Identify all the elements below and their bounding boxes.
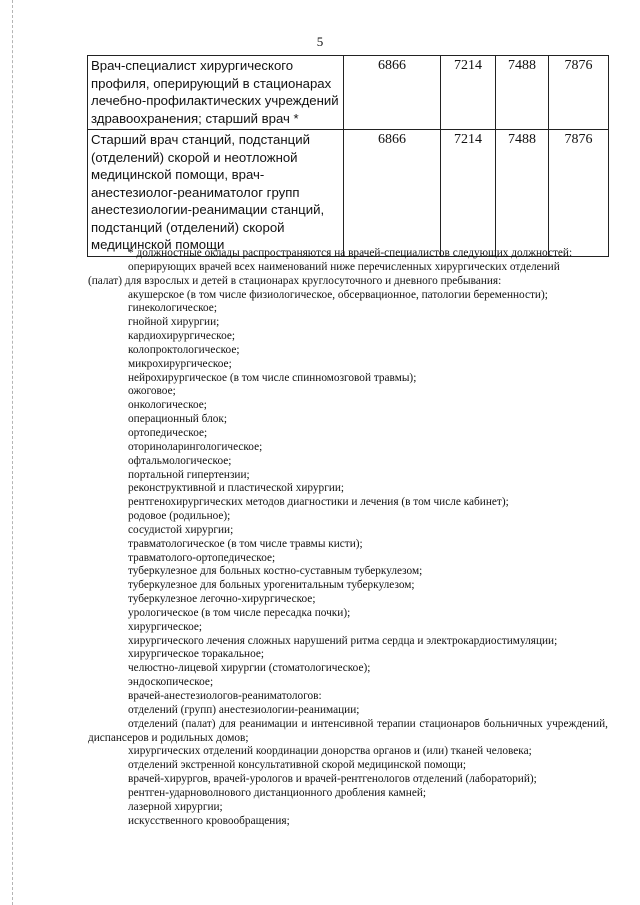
- salary-value-cell: 7488: [496, 56, 549, 130]
- table-row: [88, 56, 609, 130]
- list-item: микрохирургическое;: [128, 357, 232, 370]
- position-cell: Старший врач станций, подстанций (отделений) скорой и неотложной медицинской помощи, врач-анестезиолог-реаниматолог групп анестезиологии-реанимации станций, подстанций (отделений) скорой медицинской помощи: [88, 130, 344, 257]
- scan-edge-rule: [12, 0, 13, 905]
- list-item: искусственного кровообращения;: [128, 814, 290, 827]
- list-item: реконструктивной и пластической хирургии;: [128, 482, 345, 495]
- list-item: колопроктологическое;: [128, 343, 240, 356]
- salary-value-cell: 7876: [549, 56, 609, 130]
- operating-line-2: (палат) для взрослых и детей в стационарах круглосуточного и дневного пребывания:: [88, 274, 502, 287]
- list-item: ожоговое;: [128, 385, 176, 398]
- list-item: родовое (родильное);: [128, 510, 231, 523]
- list-item: ортопедическое;: [128, 426, 208, 439]
- operating-line-1: оперирующих врачей всех наименований ниже перечисленных хирургических отделений: [128, 260, 560, 273]
- list-item: рентген-ударноволнового дистанционного дробления камней;: [128, 786, 427, 799]
- salary-value-cell: 6866: [344, 130, 441, 257]
- list-item: нейрохирургическое (в том числе спинномозговой травмы);: [128, 371, 417, 384]
- list-item: гнойной хирургии;: [128, 316, 220, 329]
- list-item: туберкулезное для больных костно-суставным туберкулезом;: [128, 565, 423, 578]
- list-item: офтальмологическое;: [128, 454, 232, 467]
- salary-value-cell: 7876: [549, 130, 609, 257]
- salary-value-cell: 7488: [496, 130, 549, 257]
- position-cell: Врач-специалист хирургического профиля, оперирующий в стационарах лечебно-профилактических учреждений здравоохранения; старший врач *: [88, 56, 344, 130]
- list-item: лазерной хирургии;: [128, 800, 223, 813]
- salary-value-cell: 6866: [344, 56, 441, 130]
- list-item: туберкулезное для больных урогенитальным туберкулезом;: [128, 579, 415, 592]
- list-item: хирургическое;: [128, 620, 203, 633]
- other-department-list: [88, 745, 608, 828]
- list-item: отделений экстренной консультативной скорой медицинской помощи;: [128, 759, 467, 772]
- list-item: оториноларингологическое;: [128, 440, 263, 453]
- list-item: кардиохирургическое;: [128, 330, 236, 343]
- footnote-text: [88, 247, 608, 828]
- list-item: хирургических отделений координации донорства органов и (или) тканей человека;: [128, 745, 532, 758]
- list-item: сосудистой хирургии;: [128, 523, 234, 536]
- list-item: хирургическое торакальное;: [128, 648, 265, 661]
- department-list: [88, 289, 608, 690]
- list-item: эндоскопическое;: [128, 676, 214, 689]
- list-item: портальной гипертензии;: [128, 468, 250, 481]
- list-item: врачей-хирургов, врачей-урологов и врачей-рентгенологов отделений (лабораторий);: [128, 773, 537, 786]
- salary-table: [87, 55, 609, 257]
- list-item: рентгенохирургических методов диагностики и лечения (в том числе кабинет);: [128, 496, 509, 509]
- list-item: операционный блок;: [128, 413, 228, 426]
- table-row: [88, 130, 609, 257]
- anesthesiologists-heading: врачей-анестезиологов-реаниматологов:: [128, 690, 322, 702]
- list-item: онкологическое;: [128, 399, 207, 412]
- list-item: отделений (палат) для реанимации и интенсивной терапии стационаров больничных учреждений, диспансеров и родильных домов;: [88, 717, 608, 744]
- list-item: хирургического лечения сложных нарушений ритма сердца и электрокардиостимуляции;: [128, 634, 558, 647]
- list-item: гинекологическое;: [128, 302, 217, 315]
- list-item: туберкулезное легочно-хирургическое;: [128, 593, 316, 606]
- list-item: акушерское (в том числе физиологическое, обсервационное, патологии беременности);: [128, 288, 548, 301]
- footnote-intro: * должностные оклады распространяются на врачей-специалистов следующих должностей:: [128, 247, 573, 259]
- salary-value-cell: 7214: [441, 130, 496, 257]
- list-item: челюстно-лицевой хирургии (стоматологическое);: [128, 662, 371, 675]
- list-item: травматологическое (в том числе травмы кисти);: [128, 537, 363, 550]
- list-item: урологическое (в том числе пересадка почки);: [128, 606, 351, 619]
- list-item: травматолого-ортопедическое;: [128, 551, 276, 564]
- page-number: 5: [316, 34, 324, 49]
- list-item: отделений (групп) анестезиологии-реанимации;: [128, 703, 360, 716]
- salary-value-cell: 7214: [441, 56, 496, 130]
